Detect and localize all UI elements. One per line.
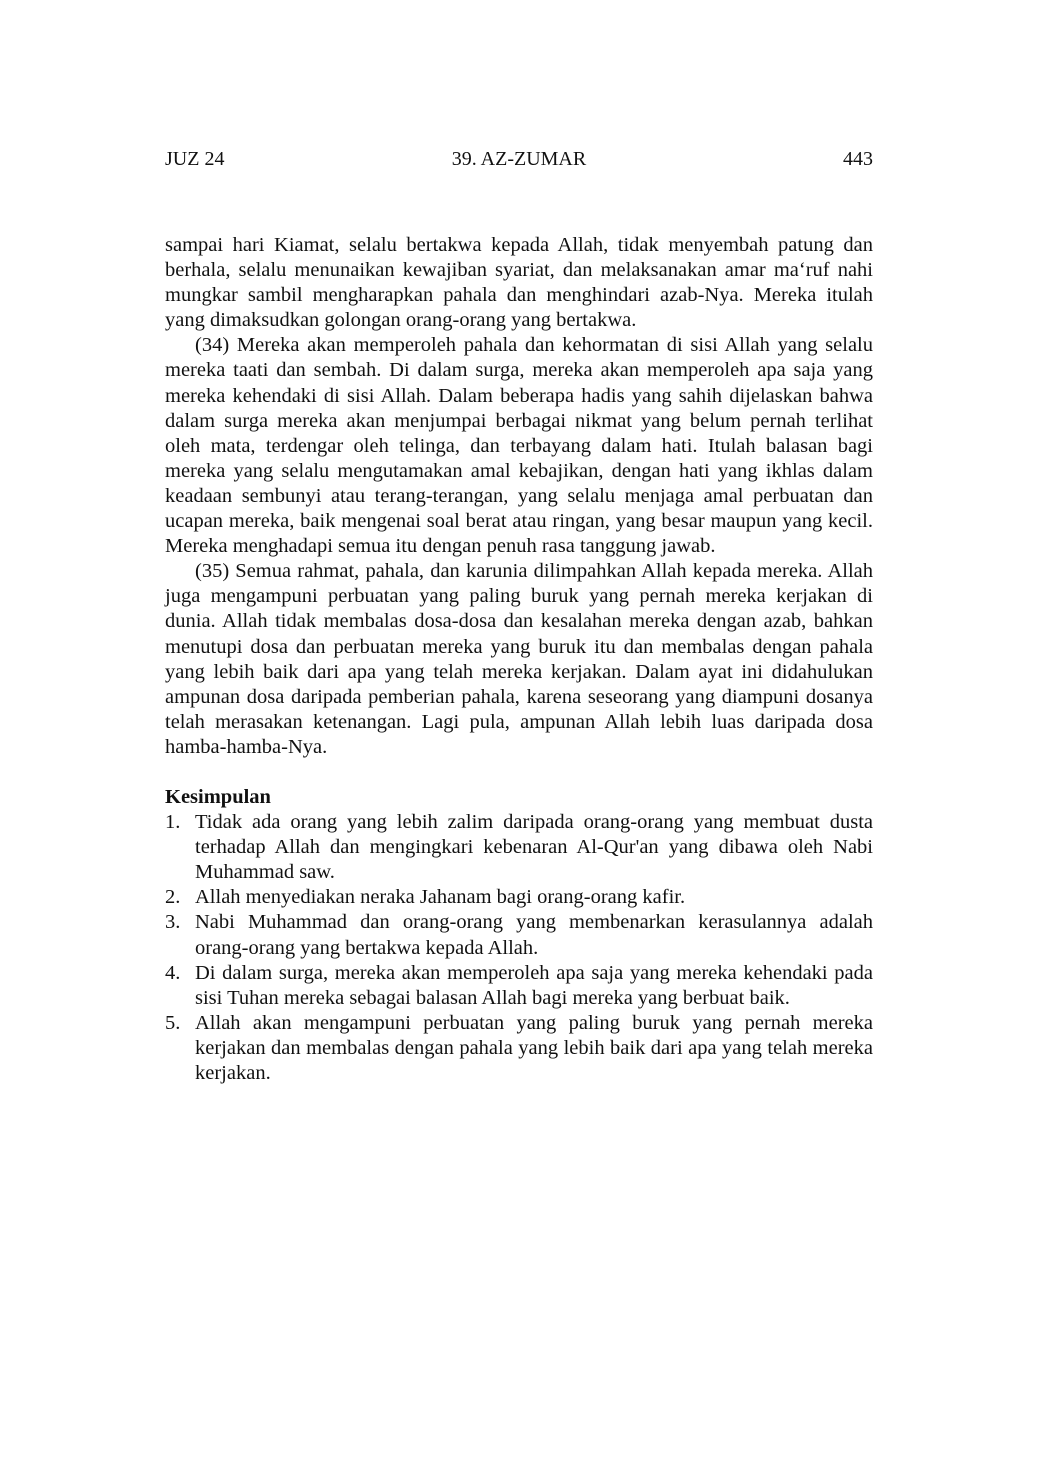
paragraph-continuation: sampai hari Kiamat, selalu bertakwa kepada Allah, tidak menyembah patung dan berhala, selalu menunaikan kewajiban syariat, dan melaksanakan amar ma‘ruf nahi mungkar sambil mengharapkan pahala dan menghindari azab-Nya. Mereka itulah yang dimaksudkan golongan orang-orang yang bertakwa.: [165, 234, 873, 332]
list-item: [165, 885, 873, 910]
list-item-text: Tidak ada orang yang lebih zalim daripada orang-orang yang membuat dusta terhadap Allah dan mengingkari kebenaran Al-Qur'an yang dibawa oleh Nabi Muhammad saw.: [195, 811, 873, 884]
body-text: [165, 233, 873, 1086]
list-item: [165, 961, 873, 1011]
paragraph-verse-34: (34) Mereka akan memperoleh pahala dan kehormatan di sisi Allah yang selalu mereka taati dan sembah. Di dalam surga, mereka akan memperoleh apa saja yang mereka kehendaki di sisi Allah. Dalam beberapa hadis yang sahih dijelaskan bahwa dalam surga mereka akan menjumpai berbagai nikmat yang belum pernah terlihat oleh mata, terdengar oleh telinga, dan terbayang dalam hati. Itulah balasan bagi mereka yang selalu mengutamakan amal kebajikan, dengan hati yang ikhlas dalam keadaan sembunyi atau terang-terangan, yang selalu menjaga amal perbuatan dan ucapan mereka, baik mengenai soal berat atau ringan, yang besar maupun yang kecil. Mereka menghadapi semua itu dengan penuh rasa tanggung jawab.: [165, 334, 873, 558]
list-item-number: 5.: [165, 1011, 181, 1034]
list-item-number: 1.: [165, 811, 181, 834]
list-item-text: Nabi Muhammad dan orang-orang yang membenarkan kerasulannya adalah orang-orang yang bertakwa kepada Allah.: [195, 911, 873, 959]
juz-label: JUZ 24: [165, 148, 225, 170]
surah-title: 39. AZ-ZUMAR: [451, 148, 587, 170]
list-item-text: Allah menyediakan neraka Jahanam bagi orang-orang kafir.: [195, 886, 686, 909]
conclusion-list: [165, 810, 873, 1086]
conclusion-heading: Kesimpulan: [165, 785, 271, 808]
list-item: [165, 1011, 873, 1086]
page-number: 443: [843, 148, 873, 170]
running-header: [165, 146, 873, 172]
list-item: [165, 810, 873, 885]
list-item-text: Allah akan mengampuni perbuatan yang paling buruk yang pernah mereka kerjakan dan membalas dengan pahala yang lebih baik dari apa yang telah mereka kerjakan.: [195, 1011, 873, 1084]
list-item-number: 2.: [165, 886, 181, 909]
list-item-number: 3.: [165, 911, 181, 934]
paragraph-verse-35: (35) Semua rahmat, pahala, dan karunia dilimpahkan Allah kepada mereka. Allah juga mengampuni perbuatan yang paling buruk yang pernah mereka kerjakan di dunia. Allah tidak membalas dosa-dosa dan kesalahan mereka dengan azab, bahkan menutupi dosa dan perbuatan mereka yang buruk itu dan membalas dengan pahala yang lebih baik dari apa yang telah mereka kerjakan. Dalam ayat ini didahulukan ampunan dosa daripada pemberian pahala, karena seseorang yang diampuni dosanya telah merasakan ketenangan. Lagi pula, ampunan Allah lebih luas daripada dosa hamba-hamba-Nya.: [165, 560, 873, 758]
list-item-number: 4.: [165, 961, 181, 984]
list-item: [165, 910, 873, 960]
list-item-text: Di dalam surga, mereka akan memperoleh apa saja yang mereka kehendaki pada sisi Tuhan mereka sebagai balasan Allah bagi mereka yang berbuat baik.: [195, 961, 873, 1009]
